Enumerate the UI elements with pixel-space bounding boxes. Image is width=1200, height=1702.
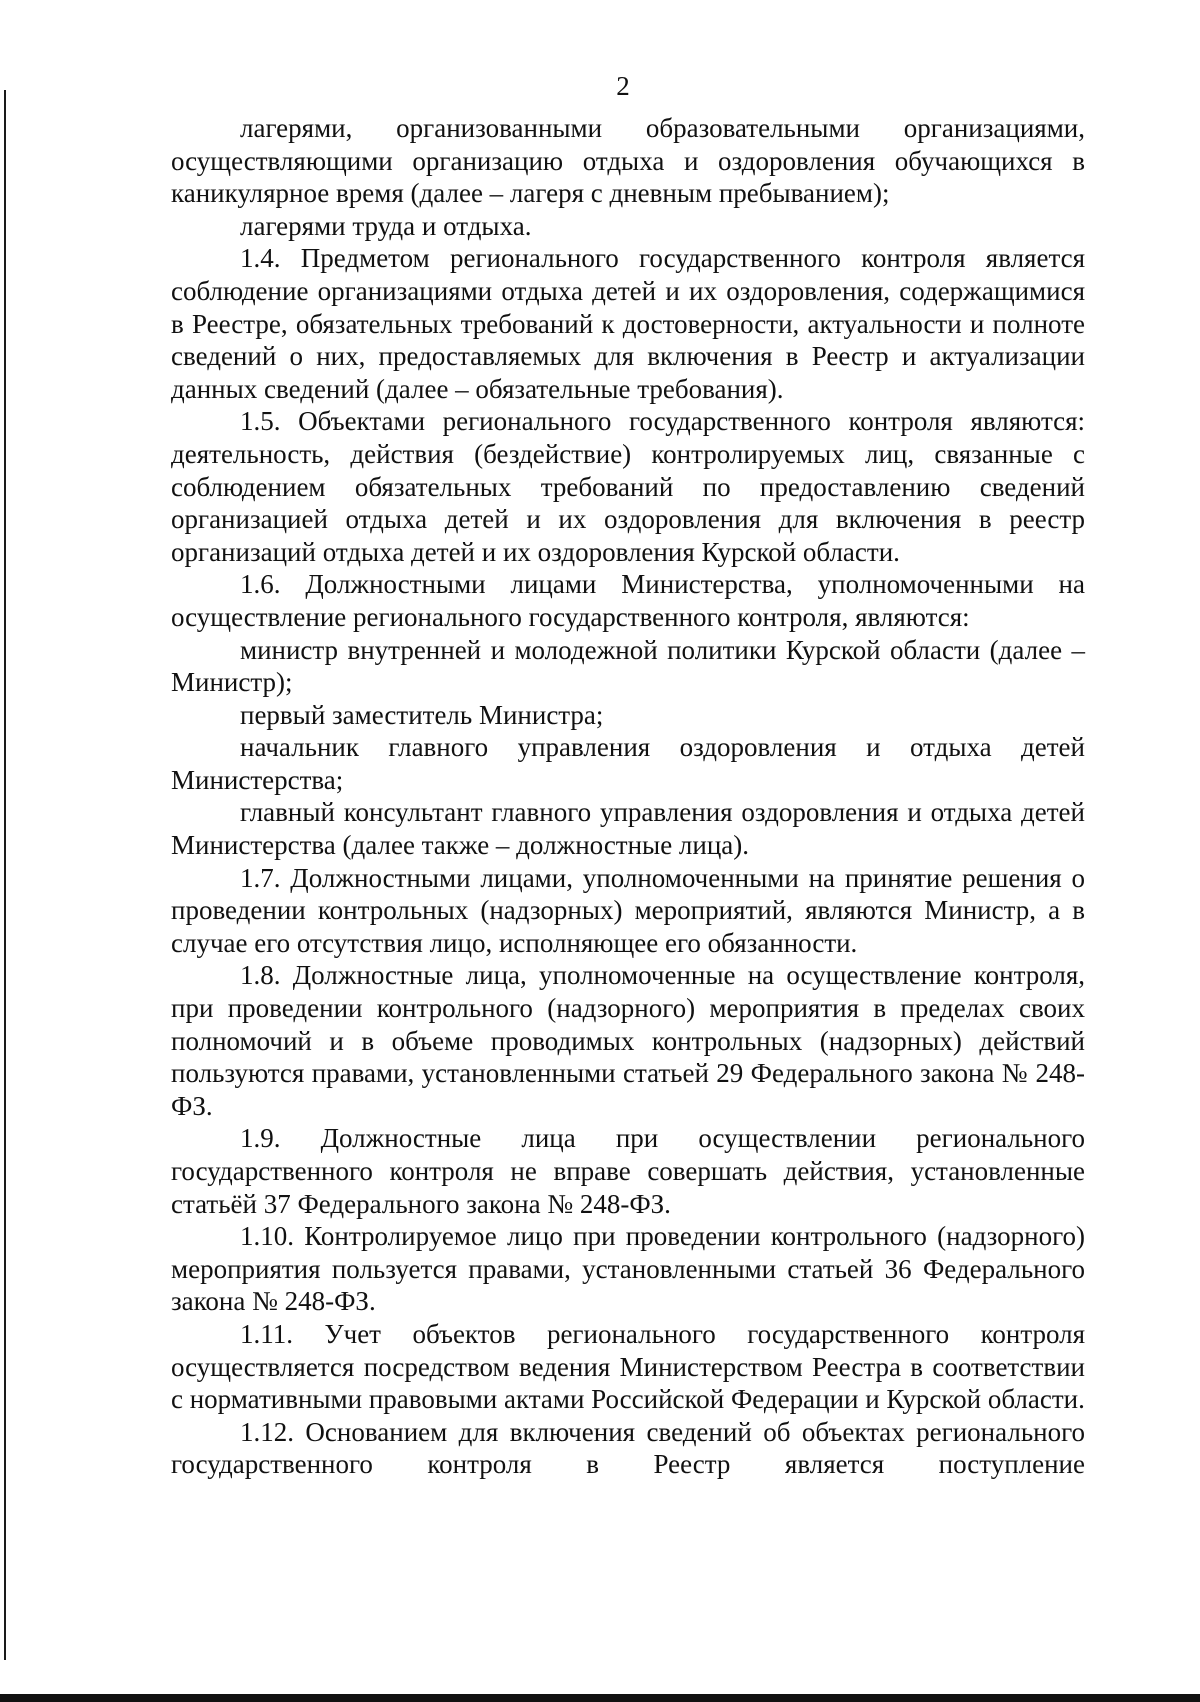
paragraph-minister: министр внутренней и молодежной политики Курской области (далее – Министр); xyxy=(171,634,1085,698)
paragraph-1-10: 1.10. Контролируемое лицо при проведении контрольного (надзорного) мероприятия пользуется правами, установленными статьей 36 Федерального закона № 248-ФЗ. xyxy=(171,1221,1085,1317)
paragraph-chief-consultant: главный консультант главного управления оздоровления и отдыха детей Министерства (далее также – должностные лица). xyxy=(171,797,1085,861)
paragraph-head-of-department: начальник главного управления оздоровления и отдыха детей Министерства; xyxy=(171,732,1085,795)
paragraph-1-9: 1.9. Должностные лица при осуществлении регионального государственного контроля не вправе совершать действия, установленные статьёй 37 Федерального закона № 248-ФЗ. xyxy=(171,1123,1085,1219)
paragraph-camps-educational: лагерями, организованными образовательными организациями, осуществляющими организацию отдыха и оздоровления обучающихся в каникулярное время (далее – лагеря с дневным пребыванием); xyxy=(171,113,1085,209)
paragraph-first-deputy: первый заместитель Министра; xyxy=(240,699,604,730)
paragraph-1-4: 1.4. Предметом регионального государственного контроля является соблюдение организациями отдыха детей и их оздоровления, содержащимися в Реестре, обязательных требований к достоверности, актуальности и полноте сведений о них, предоставляемых для включения в Реестр и актуализации данных сведений (далее – обязательные требования). xyxy=(171,243,1085,404)
scan-edge-left xyxy=(4,90,6,1660)
page-number: 2 xyxy=(616,71,630,101)
paragraph-1-7: 1.7. Должностными лицами, уполномоченными на принятие решения о проведении контрольных (надзорных) мероприятий, являются Министр, а в случае его отсутствия лицо, исполняющее его обязанности. xyxy=(171,862,1085,958)
paragraph-labor-camps: лагерями труда и отдыха. xyxy=(240,210,532,241)
paragraph-1-5: 1.5. Объектами регионального государственного контроля являются: деятельность, действия (бездействие) контролируемых лиц, связанные с соблюдением обязательных требований по предоставлению сведений организацией отдыха детей и их оздоровления для включения в реестр организаций отдыха детей и их оздоровления Курской области. xyxy=(171,406,1085,567)
paragraph-1-8: 1.8. Должностные лица, уполномоченные на осуществление контроля, при проведении контрольного (надзорного) мероприятия в пределах своих полномочий и в объеме проводимых контрольных (надзорных) действий пользуются правами, установленными статьей 29 Федерального закона № 248-ФЗ. xyxy=(171,960,1085,1121)
paragraph-1-12: 1.12. Основанием для включения сведений об объектах регионального государственного контроля в Реестр является поступление xyxy=(171,1416,1085,1480)
document-body xyxy=(171,112,1085,1481)
paragraph-1-6: 1.6. Должностными лицами Министерства, уполномоченными на осуществление регионального государственного контроля, являются: xyxy=(171,569,1085,632)
scan-edge-bottom xyxy=(0,1694,1200,1702)
paragraph-1-11: 1.11. Учет объектов регионального государственного контроля осуществляется посредством ведения Министерством Реестра в соответствии с нормативными правовыми актами Российской Федерации и Курской области. xyxy=(171,1318,1085,1415)
